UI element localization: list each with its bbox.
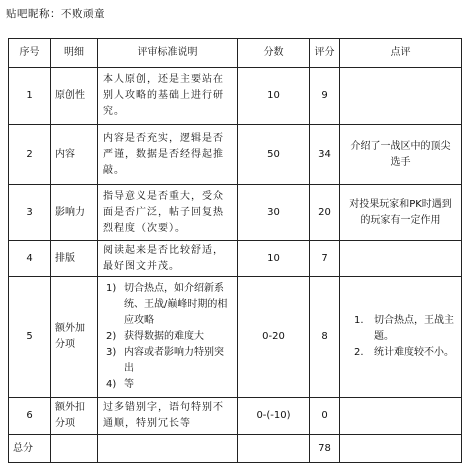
row-item: 排版	[51, 241, 98, 277]
col-header-criteria: 评审标准说明	[98, 39, 238, 68]
row-empty	[51, 435, 98, 463]
row-points: 0-(-10)	[238, 398, 310, 435]
row-score: 34	[310, 125, 340, 185]
table-row	[9, 241, 462, 277]
row-score: 8	[310, 277, 340, 398]
criteria-list-item: 2) 获得数据的难度大	[106, 331, 204, 342]
col-header-item: 明细	[51, 39, 98, 68]
criteria-list-item: 1) 切合热点，如介绍新系统、王战/巅峰时期的相应攻略	[106, 283, 228, 326]
row-review: 介绍了一战区中的顶尖选手	[340, 125, 462, 185]
row-score: 20	[310, 185, 340, 241]
review-list-item: 1. 切合热点，王战主题。	[354, 315, 454, 342]
criteria-list-item: 4) 等	[106, 379, 134, 390]
row-no: 3	[9, 185, 51, 241]
row-review	[340, 241, 462, 277]
row-no: 6	[9, 398, 51, 435]
row-empty	[238, 435, 310, 463]
table-row	[9, 398, 462, 435]
col-header-review: 点评	[340, 39, 462, 68]
row-score: 7	[310, 241, 340, 277]
row-no: 4	[9, 241, 51, 277]
table-row	[9, 277, 462, 398]
row-review	[340, 68, 462, 125]
criteria-list-item: 3) 内容或者影响力特别突出	[106, 347, 224, 374]
row-score: 9	[310, 68, 340, 125]
row-item: 额外扣分项	[51, 398, 98, 435]
row-criteria: 指导意义是否重大，受众面是否广泛，帖子回复热烈程度（次要）。	[98, 185, 238, 241]
row-review-list	[340, 277, 462, 398]
row-points: 10	[238, 68, 310, 125]
row-item: 内容	[51, 125, 98, 185]
row-points: 30	[238, 185, 310, 241]
table-row	[9, 68, 462, 125]
row-criteria: 内容是否充实，逻辑是否严谨，数据是否经得起推敲。	[98, 125, 238, 185]
row-criteria: 阅读起来是否比较舒适，最好图文并茂。	[98, 241, 238, 277]
col-header-no: 序号	[9, 39, 51, 68]
row-no: 1	[9, 68, 51, 125]
row-no: 5	[9, 277, 51, 398]
row-points: 50	[238, 125, 310, 185]
row-criteria-list	[98, 277, 238, 398]
row-criteria: 本人原创，还是主要站在别人攻略的基础上进行研究。	[98, 68, 238, 125]
row-score: 0	[310, 398, 340, 435]
table-header-row	[9, 39, 462, 68]
nickname-line: 贴吧昵称：不败顽童	[6, 8, 105, 20]
row-review	[340, 398, 462, 435]
row-review: 对投果玩家和PK时遇到的玩家有一定作用	[340, 185, 462, 241]
review-list-item: 2. 统计难度较不小。	[354, 347, 454, 358]
row-criteria: 过多错别字，语句特别不通顺，特别冗长等	[98, 398, 238, 435]
row-empty	[98, 435, 238, 463]
col-header-score: 评分	[310, 39, 340, 68]
table-row	[9, 185, 462, 241]
row-item: 原创性	[51, 68, 98, 125]
total-label: 总分	[9, 435, 51, 463]
row-points: 0-20	[238, 277, 310, 398]
row-no: 2	[9, 125, 51, 185]
row-empty	[340, 435, 462, 463]
row-item: 额外加分项	[51, 277, 98, 398]
col-header-points: 分数	[238, 39, 310, 68]
row-item: 影响力	[51, 185, 98, 241]
row-points: 10	[238, 241, 310, 277]
table-row	[9, 125, 462, 185]
review-score-table	[8, 38, 462, 463]
total-score: 78	[310, 435, 340, 463]
table-row-total	[9, 435, 462, 463]
